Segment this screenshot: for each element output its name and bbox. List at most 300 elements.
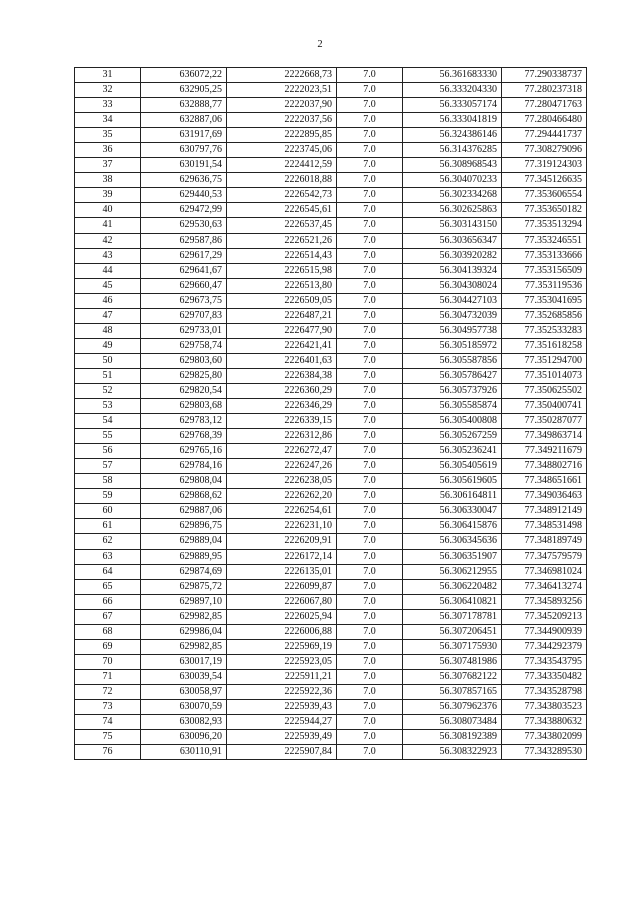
x-coordinate-cell: 630096,20 <box>141 730 227 745</box>
longitude-cell: 77.280471763 <box>502 98 587 113</box>
value-cell: 7.0 <box>337 594 403 609</box>
latitude-cell: 56.306415876 <box>403 519 502 534</box>
table-row <box>75 624 587 639</box>
point-number-cell: 43 <box>75 248 141 263</box>
x-coordinate-cell: 629982,85 <box>141 609 227 624</box>
y-coordinate-cell: 2226515,98 <box>227 263 337 278</box>
longitude-cell: 77.348531498 <box>502 519 587 534</box>
latitude-cell: 56.307682122 <box>403 669 502 684</box>
value-cell: 7.0 <box>337 203 403 218</box>
latitude-cell: 56.302625863 <box>403 203 502 218</box>
point-number-cell: 48 <box>75 323 141 338</box>
table-row <box>75 278 587 293</box>
x-coordinate-cell: 629887,06 <box>141 504 227 519</box>
y-coordinate-cell: 2226513,80 <box>227 278 337 293</box>
point-number-cell: 54 <box>75 414 141 429</box>
x-coordinate-cell: 629868,62 <box>141 489 227 504</box>
table-row <box>75 444 587 459</box>
x-coordinate-cell: 632888,77 <box>141 98 227 113</box>
x-coordinate-cell: 629897,10 <box>141 594 227 609</box>
x-coordinate-cell: 629896,75 <box>141 519 227 534</box>
point-number-cell: 31 <box>75 68 141 83</box>
latitude-cell: 56.305236241 <box>403 444 502 459</box>
x-coordinate-cell: 629803,60 <box>141 353 227 368</box>
longitude-cell: 77.294441737 <box>502 128 587 143</box>
longitude-cell: 77.353650182 <box>502 203 587 218</box>
y-coordinate-cell: 2226262,20 <box>227 489 337 504</box>
longitude-cell: 77.348912149 <box>502 504 587 519</box>
value-cell: 7.0 <box>337 399 403 414</box>
table-row <box>75 233 587 248</box>
latitude-cell: 56.304732039 <box>403 308 502 323</box>
longitude-cell: 77.353513294 <box>502 218 587 233</box>
value-cell: 7.0 <box>337 368 403 383</box>
value-cell: 7.0 <box>337 489 403 504</box>
value-cell: 7.0 <box>337 579 403 594</box>
point-number-cell: 68 <box>75 624 141 639</box>
table-row <box>75 594 587 609</box>
point-number-cell: 60 <box>75 504 141 519</box>
value-cell: 7.0 <box>337 699 403 714</box>
y-coordinate-cell: 2226514,43 <box>227 248 337 263</box>
latitude-cell: 56.324386146 <box>403 128 502 143</box>
latitude-cell: 56.305786427 <box>403 368 502 383</box>
y-coordinate-cell: 2225911,21 <box>227 669 337 684</box>
table-row <box>75 699 587 714</box>
table-row <box>75 564 587 579</box>
point-number-cell: 62 <box>75 534 141 549</box>
y-coordinate-cell: 2225969,19 <box>227 639 337 654</box>
point-number-cell: 41 <box>75 218 141 233</box>
x-coordinate-cell: 629803,68 <box>141 399 227 414</box>
y-coordinate-cell: 2226421,41 <box>227 338 337 353</box>
y-coordinate-cell: 2226254,61 <box>227 504 337 519</box>
point-number-cell: 55 <box>75 429 141 444</box>
point-number-cell: 33 <box>75 98 141 113</box>
latitude-cell: 56.302334268 <box>403 188 502 203</box>
value-cell: 7.0 <box>337 188 403 203</box>
longitude-cell: 77.348189749 <box>502 534 587 549</box>
longitude-cell: 77.350625502 <box>502 383 587 398</box>
y-coordinate-cell: 2226487,21 <box>227 308 337 323</box>
x-coordinate-cell: 629825,80 <box>141 368 227 383</box>
point-number-cell: 35 <box>75 128 141 143</box>
latitude-cell: 56.308192389 <box>403 730 502 745</box>
y-coordinate-cell: 2226312,86 <box>227 429 337 444</box>
table-row <box>75 474 587 489</box>
latitude-cell: 56.306410821 <box>403 594 502 609</box>
x-coordinate-cell: 636072,22 <box>141 68 227 83</box>
point-number-cell: 72 <box>75 684 141 699</box>
latitude-cell: 56.308073484 <box>403 715 502 730</box>
table-row <box>75 128 587 143</box>
x-coordinate-cell: 629472,99 <box>141 203 227 218</box>
value-cell: 7.0 <box>337 278 403 293</box>
longitude-cell: 77.343802099 <box>502 730 587 745</box>
table-row <box>75 534 587 549</box>
longitude-cell: 77.353246551 <box>502 233 587 248</box>
x-coordinate-cell: 629874,69 <box>141 564 227 579</box>
latitude-cell: 56.333057174 <box>403 98 502 113</box>
latitude-cell: 56.333204330 <box>403 83 502 98</box>
latitude-cell: 56.303143150 <box>403 218 502 233</box>
point-number-cell: 75 <box>75 730 141 745</box>
table-row <box>75 248 587 263</box>
x-coordinate-cell: 630017,19 <box>141 654 227 669</box>
x-coordinate-cell: 629768,39 <box>141 429 227 444</box>
table-row <box>75 218 587 233</box>
point-number-cell: 71 <box>75 669 141 684</box>
value-cell: 7.0 <box>337 383 403 398</box>
latitude-cell: 56.307175930 <box>403 639 502 654</box>
value-cell: 7.0 <box>337 519 403 534</box>
longitude-cell: 77.343543795 <box>502 654 587 669</box>
longitude-cell: 77.352533283 <box>502 323 587 338</box>
x-coordinate-cell: 629889,95 <box>141 549 227 564</box>
value-cell: 7.0 <box>337 504 403 519</box>
point-number-cell: 36 <box>75 143 141 158</box>
x-coordinate-cell: 629758,74 <box>141 338 227 353</box>
longitude-cell: 77.352685856 <box>502 308 587 323</box>
latitude-cell: 56.361683330 <box>403 68 502 83</box>
table-row <box>75 158 587 173</box>
point-number-cell: 76 <box>75 745 141 760</box>
value-cell: 7.0 <box>337 263 403 278</box>
longitude-cell: 77.345126635 <box>502 173 587 188</box>
y-coordinate-cell: 2226542,73 <box>227 188 337 203</box>
y-coordinate-cell: 2226509,05 <box>227 293 337 308</box>
latitude-cell: 56.304308024 <box>403 278 502 293</box>
point-number-cell: 45 <box>75 278 141 293</box>
y-coordinate-cell: 2226067,80 <box>227 594 337 609</box>
x-coordinate-cell: 629660,47 <box>141 278 227 293</box>
value-cell: 7.0 <box>337 248 403 263</box>
table-row <box>75 639 587 654</box>
value-cell: 7.0 <box>337 715 403 730</box>
table-row <box>75 293 587 308</box>
y-coordinate-cell: 2226346,29 <box>227 399 337 414</box>
table-row <box>75 549 587 564</box>
y-coordinate-cell: 2226545,61 <box>227 203 337 218</box>
y-coordinate-cell: 2226209,91 <box>227 534 337 549</box>
table-row <box>75 519 587 534</box>
point-number-cell: 38 <box>75 173 141 188</box>
longitude-cell: 77.350400741 <box>502 399 587 414</box>
longitude-cell: 77.347579579 <box>502 549 587 564</box>
x-coordinate-cell: 630110,91 <box>141 745 227 760</box>
point-number-cell: 47 <box>75 308 141 323</box>
value-cell: 7.0 <box>337 564 403 579</box>
value-cell: 7.0 <box>337 745 403 760</box>
point-number-cell: 46 <box>75 293 141 308</box>
latitude-cell: 56.303920282 <box>403 248 502 263</box>
latitude-cell: 56.307481986 <box>403 654 502 669</box>
longitude-cell: 77.290338737 <box>502 68 587 83</box>
longitude-cell: 77.280466480 <box>502 113 587 128</box>
table-row <box>75 353 587 368</box>
point-number-cell: 32 <box>75 83 141 98</box>
point-number-cell: 65 <box>75 579 141 594</box>
table-row <box>75 669 587 684</box>
point-number-cell: 50 <box>75 353 141 368</box>
longitude-cell: 77.343528798 <box>502 684 587 699</box>
longitude-cell: 77.343880632 <box>502 715 587 730</box>
x-coordinate-cell: 629707,83 <box>141 308 227 323</box>
y-coordinate-cell: 2226135,01 <box>227 564 337 579</box>
point-number-cell: 40 <box>75 203 141 218</box>
x-coordinate-cell: 630058,97 <box>141 684 227 699</box>
table-row <box>75 489 587 504</box>
point-number-cell: 74 <box>75 715 141 730</box>
longitude-cell: 77.343803523 <box>502 699 587 714</box>
latitude-cell: 56.307178781 <box>403 609 502 624</box>
value-cell: 7.0 <box>337 83 403 98</box>
point-number-cell: 66 <box>75 594 141 609</box>
table-row <box>75 383 587 398</box>
table-row <box>75 368 587 383</box>
coordinates-table-body <box>75 68 587 760</box>
value-cell: 7.0 <box>337 684 403 699</box>
table-row <box>75 684 587 699</box>
y-coordinate-cell: 2225922,36 <box>227 684 337 699</box>
value-cell: 7.0 <box>337 113 403 128</box>
x-coordinate-cell: 629889,04 <box>141 534 227 549</box>
longitude-cell: 77.353119536 <box>502 278 587 293</box>
x-coordinate-cell: 629587,86 <box>141 233 227 248</box>
value-cell: 7.0 <box>337 669 403 684</box>
point-number-cell: 64 <box>75 564 141 579</box>
value-cell: 7.0 <box>337 308 403 323</box>
latitude-cell: 56.307857165 <box>403 684 502 699</box>
latitude-cell: 56.314376285 <box>403 143 502 158</box>
table-row <box>75 203 587 218</box>
value-cell: 7.0 <box>337 218 403 233</box>
y-coordinate-cell: 2226025,94 <box>227 609 337 624</box>
point-number-cell: 53 <box>75 399 141 414</box>
latitude-cell: 56.306220482 <box>403 579 502 594</box>
value-cell: 7.0 <box>337 474 403 489</box>
table-row <box>75 338 587 353</box>
latitude-cell: 56.306351907 <box>403 549 502 564</box>
value-cell: 7.0 <box>337 128 403 143</box>
y-coordinate-cell: 2226339,15 <box>227 414 337 429</box>
longitude-cell: 77.344900939 <box>502 624 587 639</box>
longitude-cell: 77.343289530 <box>502 745 587 760</box>
point-number-cell: 67 <box>75 609 141 624</box>
latitude-cell: 56.305405619 <box>403 459 502 474</box>
value-cell: 7.0 <box>337 158 403 173</box>
y-coordinate-cell: 2226537,45 <box>227 218 337 233</box>
longitude-cell: 77.348802716 <box>502 459 587 474</box>
longitude-cell: 77.351294700 <box>502 353 587 368</box>
longitude-cell: 77.343350482 <box>502 669 587 684</box>
y-coordinate-cell: 2226272,47 <box>227 444 337 459</box>
x-coordinate-cell: 631917,69 <box>141 128 227 143</box>
y-coordinate-cell: 2222023,51 <box>227 83 337 98</box>
longitude-cell: 77.345209213 <box>502 609 587 624</box>
table-row <box>75 609 587 624</box>
value-cell: 7.0 <box>337 293 403 308</box>
value-cell: 7.0 <box>337 353 403 368</box>
y-coordinate-cell: 2226099,87 <box>227 579 337 594</box>
table-row <box>75 323 587 338</box>
latitude-cell: 56.307206451 <box>403 624 502 639</box>
table-row <box>75 263 587 278</box>
table-row <box>75 308 587 323</box>
table-row <box>75 399 587 414</box>
latitude-cell: 56.306164811 <box>403 489 502 504</box>
longitude-cell: 77.349863714 <box>502 429 587 444</box>
longitude-cell: 77.353156509 <box>502 263 587 278</box>
y-coordinate-cell: 2225907,84 <box>227 745 337 760</box>
x-coordinate-cell: 629617,29 <box>141 248 227 263</box>
x-coordinate-cell: 629808,04 <box>141 474 227 489</box>
y-coordinate-cell: 2224412,59 <box>227 158 337 173</box>
longitude-cell: 77.351618258 <box>502 338 587 353</box>
point-number-cell: 61 <box>75 519 141 534</box>
page-number: 2 <box>317 39 323 50</box>
x-coordinate-cell: 629641,67 <box>141 263 227 278</box>
value-cell: 7.0 <box>337 459 403 474</box>
point-number-cell: 58 <box>75 474 141 489</box>
point-number-cell: 42 <box>75 233 141 248</box>
y-coordinate-cell: 2226006,88 <box>227 624 337 639</box>
point-number-cell: 59 <box>75 489 141 504</box>
table-row <box>75 715 587 730</box>
x-coordinate-cell: 629986,04 <box>141 624 227 639</box>
value-cell: 7.0 <box>337 730 403 745</box>
table-row <box>75 113 587 128</box>
latitude-cell: 56.305185972 <box>403 338 502 353</box>
table-row <box>75 459 587 474</box>
x-coordinate-cell: 629784,16 <box>141 459 227 474</box>
table-row <box>75 579 587 594</box>
y-coordinate-cell: 2226231,10 <box>227 519 337 534</box>
x-coordinate-cell: 630797,76 <box>141 143 227 158</box>
y-coordinate-cell: 2225944,27 <box>227 715 337 730</box>
value-cell: 7.0 <box>337 444 403 459</box>
y-coordinate-cell: 2222037,90 <box>227 98 337 113</box>
y-coordinate-cell: 2226360,29 <box>227 383 337 398</box>
point-number-cell: 44 <box>75 263 141 278</box>
value-cell: 7.0 <box>337 173 403 188</box>
x-coordinate-cell: 629530,63 <box>141 218 227 233</box>
value-cell: 7.0 <box>337 534 403 549</box>
x-coordinate-cell: 632887,06 <box>141 113 227 128</box>
value-cell: 7.0 <box>337 143 403 158</box>
y-coordinate-cell: 2226247,26 <box>227 459 337 474</box>
table-row <box>75 414 587 429</box>
point-number-cell: 37 <box>75 158 141 173</box>
latitude-cell: 56.305585874 <box>403 399 502 414</box>
point-number-cell: 63 <box>75 549 141 564</box>
y-coordinate-cell: 2225923,05 <box>227 654 337 669</box>
x-coordinate-cell: 629820,54 <box>141 383 227 398</box>
latitude-cell: 56.306345636 <box>403 534 502 549</box>
y-coordinate-cell: 2225939,43 <box>227 699 337 714</box>
longitude-cell: 77.280237318 <box>502 83 587 98</box>
point-number-cell: 49 <box>75 338 141 353</box>
value-cell: 7.0 <box>337 624 403 639</box>
longitude-cell: 77.353041695 <box>502 293 587 308</box>
table-row <box>75 68 587 83</box>
latitude-cell: 56.333041819 <box>403 113 502 128</box>
value-cell: 7.0 <box>337 549 403 564</box>
x-coordinate-cell: 629875,72 <box>141 579 227 594</box>
longitude-cell: 77.350287077 <box>502 414 587 429</box>
latitude-cell: 56.304139324 <box>403 263 502 278</box>
value-cell: 7.0 <box>337 68 403 83</box>
latitude-cell: 56.308968543 <box>403 158 502 173</box>
x-coordinate-cell: 632905,25 <box>141 83 227 98</box>
value-cell: 7.0 <box>337 233 403 248</box>
latitude-cell: 56.308322923 <box>403 745 502 760</box>
table-row <box>75 173 587 188</box>
latitude-cell: 56.304957738 <box>403 323 502 338</box>
x-coordinate-cell: 629783,12 <box>141 414 227 429</box>
y-coordinate-cell: 2226238,05 <box>227 474 337 489</box>
table-row <box>75 429 587 444</box>
value-cell: 7.0 <box>337 609 403 624</box>
longitude-cell: 77.308279096 <box>502 143 587 158</box>
value-cell: 7.0 <box>337 639 403 654</box>
point-number-cell: 56 <box>75 444 141 459</box>
y-coordinate-cell: 2222037,56 <box>227 113 337 128</box>
x-coordinate-cell: 630070,59 <box>141 699 227 714</box>
longitude-cell: 77.346981024 <box>502 564 587 579</box>
point-number-cell: 52 <box>75 383 141 398</box>
latitude-cell: 56.304427103 <box>403 293 502 308</box>
point-number-cell: 69 <box>75 639 141 654</box>
y-coordinate-cell: 2222895,85 <box>227 128 337 143</box>
longitude-cell: 77.353133666 <box>502 248 587 263</box>
latitude-cell: 56.303656347 <box>403 233 502 248</box>
point-number-cell: 34 <box>75 113 141 128</box>
y-coordinate-cell: 2226384,38 <box>227 368 337 383</box>
point-number-cell: 39 <box>75 188 141 203</box>
longitude-cell: 77.348651661 <box>502 474 587 489</box>
latitude-cell: 56.306330047 <box>403 504 502 519</box>
value-cell: 7.0 <box>337 338 403 353</box>
latitude-cell: 56.305400808 <box>403 414 502 429</box>
x-coordinate-cell: 630082,93 <box>141 715 227 730</box>
x-coordinate-cell: 629673,75 <box>141 293 227 308</box>
y-coordinate-cell: 2226018,88 <box>227 173 337 188</box>
latitude-cell: 56.305587856 <box>403 353 502 368</box>
value-cell: 7.0 <box>337 98 403 113</box>
point-number-cell: 51 <box>75 368 141 383</box>
y-coordinate-cell: 2225939,49 <box>227 730 337 745</box>
latitude-cell: 56.305267259 <box>403 429 502 444</box>
table-row <box>75 188 587 203</box>
latitude-cell: 56.307962376 <box>403 699 502 714</box>
table-row <box>75 745 587 760</box>
latitude-cell: 56.306212955 <box>403 564 502 579</box>
table-row <box>75 98 587 113</box>
point-number-cell: 70 <box>75 654 141 669</box>
latitude-cell: 56.304070233 <box>403 173 502 188</box>
point-number-cell: 57 <box>75 459 141 474</box>
y-coordinate-cell: 2222668,73 <box>227 68 337 83</box>
value-cell: 7.0 <box>337 429 403 444</box>
longitude-cell: 77.351014073 <box>502 368 587 383</box>
table-row <box>75 143 587 158</box>
x-coordinate-cell: 629636,75 <box>141 173 227 188</box>
y-coordinate-cell: 2226477,90 <box>227 323 337 338</box>
longitude-cell: 77.345893256 <box>502 594 587 609</box>
table-row <box>75 83 587 98</box>
value-cell: 7.0 <box>337 414 403 429</box>
